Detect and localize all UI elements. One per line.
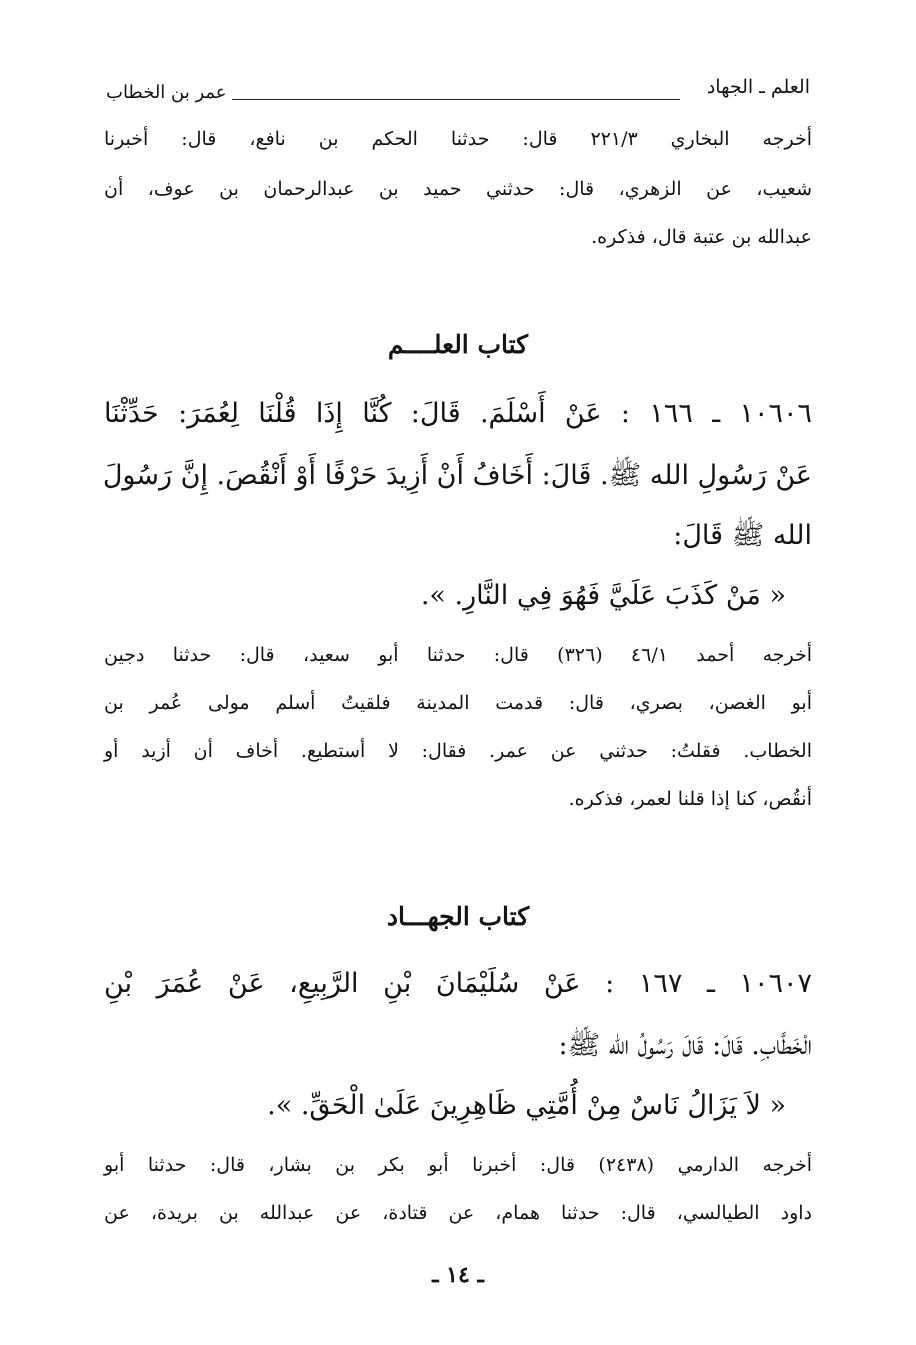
hadith-line: الْخَطَّابِ. قَالَ: قَالَ رَسُولُ الله ﷺ: — [558, 1030, 812, 1061]
hadith-line: عَنْ رَسُولِ الله ﷺ. قَالَ: أَخَافُ أَنْ أَزِيدَ حَرْفًا أَوْ أَنْقُصَ. إِنَّ رَسُولَ — [102, 460, 812, 491]
hadith-line: ١٠٦٠٧ ـ ١٦٧ : عَنْ سُلَيْمَانَ بْنِ الرَّبِيعِ، عَنْ عُمَرَ بْنِ — [104, 968, 812, 999]
intro-citation-line: عبدالله بن عتبة قال، فذكره. — [591, 226, 812, 248]
intro-citation-line: أخرجه البخاري ٢٢١/٣ قال: حدثنا الحكم بن نافع، قال: أخبرنا — [104, 128, 812, 150]
citation-line: أخرجه الدارمي (٢٤٣٨) قال: أخبرنا أبو بكر بن بشار، قال: حدثنا أبو — [104, 1154, 812, 1176]
citation-line: داود الطيالسي، قال: حدثنا همام، عن قتادة، عن عبدالله بن بريدة، عن — [104, 1202, 812, 1224]
hadith-quote: « مَنْ كَذَبَ عَلَيَّ فَهُوَ فِي النَّارِ. ». — [420, 580, 786, 611]
running-header-section: العلم ـ الجهاد — [706, 76, 810, 98]
hadith-line: ١٠٦٠٦ ـ ١٦٦ : عَنْ أَسْلَمَ. قَالَ: كُنَّا إِذَا قُلْنَا لِعُمَرَ: حَدِّثْنَا — [104, 398, 812, 429]
header-divider — [232, 99, 680, 100]
section-heading-jihad: كتاب الجهـــاد — [386, 902, 530, 931]
citation-line: أنقُص، كنا إذا قلنا لعمر، فذكره. — [568, 788, 812, 810]
intro-citation-line: شعيب، عن الزهري، قال: حدثني حميد بن عبدالرحمان بن عوف، أن — [104, 178, 812, 200]
citation-line: أخرجه أحمد ٤٦/١ (٣٢٦) قال: حدثنا أبو سعيد، قال: حدثنا دجين — [104, 644, 813, 666]
page-number: ـ ١٤ ـ — [432, 1262, 484, 1288]
running-header-author: عمر بن الخطاب — [106, 82, 227, 103]
section-heading-knowledge: كتاب العلــــم — [387, 330, 529, 359]
hadith-line: الله ﷺ قَالَ: — [673, 520, 812, 551]
hadith-quote: « لاَ يَزَالُ نَاسٌ مِنْ أُمَّتِي ظَاهِرِينَ عَلَىٰ الْحَقِّ. ». — [267, 1090, 786, 1121]
citation-line: الخطاب. فقلتُ: حدثني عن عمر. فقال: لا أستطيع. أخاف أن أزيد أو — [104, 740, 812, 762]
citation-line: أبو الغصن، بصري، قال: قدمت المدينة فلقيتُ أسلم مولى عُمر بن — [104, 692, 812, 714]
